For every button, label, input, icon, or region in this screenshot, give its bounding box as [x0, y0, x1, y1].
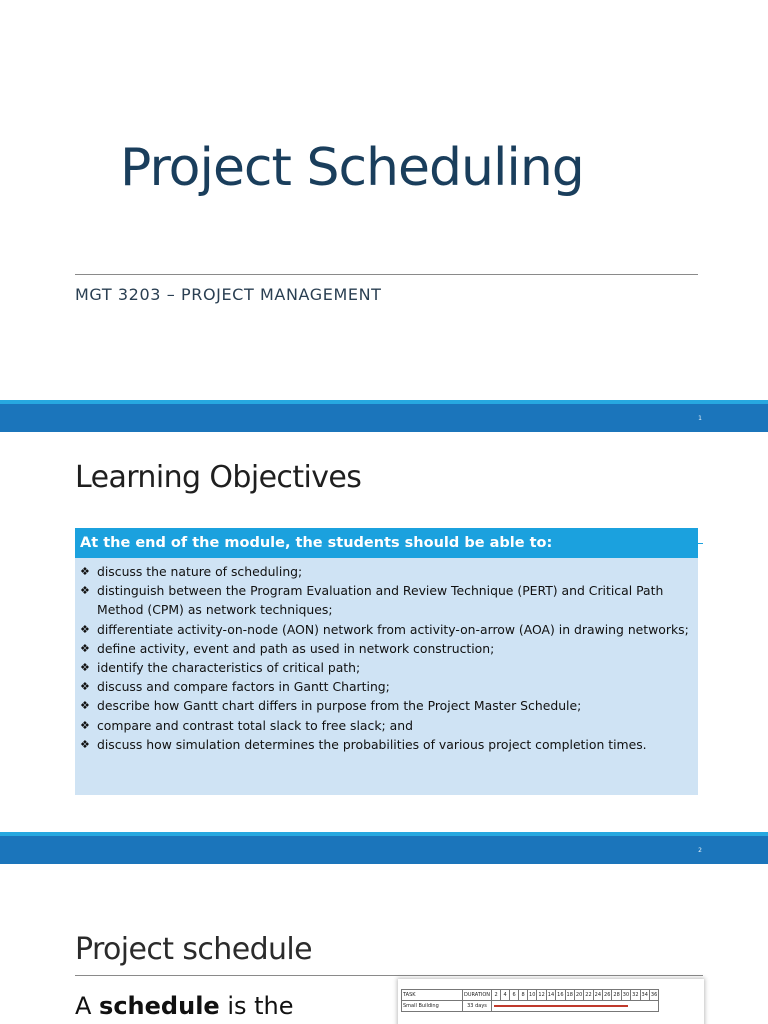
week-header: 28 — [612, 990, 621, 1001]
gantt-table — [401, 989, 659, 1012]
week-header: 20 — [574, 990, 583, 1001]
body-suffix: is the — [219, 992, 294, 1020]
week-header: 22 — [584, 990, 593, 1001]
gantt-row — [402, 1001, 659, 1012]
page-number: 2 — [698, 847, 702, 854]
objective-item: ❖ describe how Gantt chart differs in purpose from the Project Master Schedule; — [79, 696, 692, 715]
week-header: 12 — [537, 990, 546, 1001]
week-header: 30 — [621, 990, 630, 1001]
week-header: 18 — [565, 990, 574, 1001]
week-header: 2 — [492, 990, 501, 1001]
week-header: 36 — [649, 990, 658, 1001]
task-duration: 33 days — [463, 1001, 492, 1012]
slide-separator-band — [0, 400, 768, 432]
band-accent — [0, 832, 768, 836]
gantt-bar-cell — [492, 1001, 659, 1012]
week-header: 8 — [519, 990, 528, 1001]
gantt-bar — [494, 1005, 628, 1007]
week-header: 14 — [546, 990, 555, 1001]
body-prefix: A — [75, 992, 100, 1020]
slide-title: Project schedule — [75, 932, 313, 967]
slide-title: Project Scheduling — [120, 138, 584, 198]
objective-item: ❖ define activity, event and path as used in network construction; — [79, 639, 692, 658]
slide-3 — [0, 864, 768, 1024]
slide-subtitle: MGT 3203 – PROJECT MANAGEMENT — [75, 285, 382, 304]
body-text — [75, 992, 294, 1020]
objectives-box — [75, 558, 698, 795]
divider-line — [75, 274, 698, 275]
week-header: 26 — [603, 990, 612, 1001]
slide-title: Learning Objectives — [75, 460, 362, 495]
slide-2 — [0, 432, 768, 832]
objectives-list — [79, 562, 692, 754]
week-header: 4 — [501, 990, 510, 1001]
task-name: Small Building — [402, 1001, 463, 1012]
duration-header: DURATION — [463, 990, 492, 1001]
objective-item: ❖ discuss how simulation determines the probabilities of various project completion times. — [79, 735, 692, 754]
slide-separator-band — [0, 832, 768, 864]
band-accent — [0, 400, 768, 404]
week-header: 34 — [640, 990, 649, 1001]
week-header: 10 — [528, 990, 537, 1001]
task-header: TASK — [402, 990, 463, 1001]
objective-item: ❖ compare and contrast total slack to free slack; and — [79, 716, 692, 735]
week-header: 32 — [631, 990, 640, 1001]
page-number: 1 — [698, 415, 702, 422]
objective-item: ❖ discuss and compare factors in Gantt Charting; — [79, 677, 692, 696]
body-bold: schedule — [99, 992, 220, 1020]
gantt-header-row — [402, 990, 659, 1001]
gantt-chart-image — [398, 979, 704, 1024]
objectives-header: At the end of the module, the students should be able to: — [75, 528, 698, 558]
divider-line — [75, 975, 703, 976]
header-tick — [698, 543, 703, 544]
objective-item: ❖ distinguish between the Program Evaluation and Review Technique (PERT) and Critical Path Method (CPM) as network techniques; — [79, 581, 692, 619]
week-header: 6 — [510, 990, 519, 1001]
objective-item: ❖ discuss the nature of scheduling; — [79, 562, 692, 581]
slide-1 — [0, 0, 768, 400]
week-header: 16 — [556, 990, 565, 1001]
objective-item: ❖ differentiate activity-on-node (AON) network from activity-on-arrow (AOA) in drawing networks; — [79, 620, 692, 639]
objective-item: ❖ identify the characteristics of critical path; — [79, 658, 692, 677]
week-header: 24 — [593, 990, 602, 1001]
